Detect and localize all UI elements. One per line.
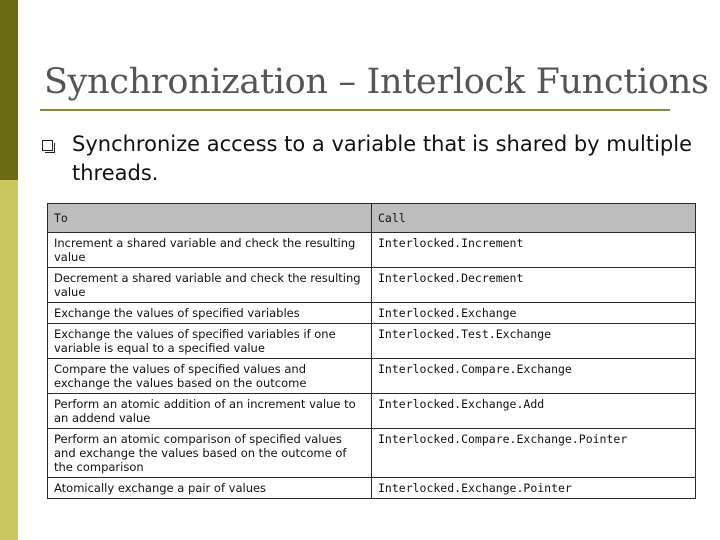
cell-call: Interlocked.Exchange: [372, 303, 696, 324]
header-to: To: [48, 204, 372, 233]
header-call: Call: [372, 204, 696, 233]
cell-call: Interlocked.Exchange.Add: [372, 394, 696, 429]
table-row: [48, 303, 696, 324]
table-row: [48, 429, 696, 478]
title-underline: [40, 109, 670, 111]
cell-to: Exchange the values of specified variables if one variable is equal to a specified value: [48, 324, 372, 359]
cell-to: Perform an atomic comparison of specified values and exchange the values based on the outcome of the comparison: [48, 429, 372, 478]
slide-title: Synchronization – Interlock Functions: [44, 62, 709, 102]
table-row: [48, 394, 696, 429]
table-row: [48, 324, 696, 359]
cell-call: Interlocked.Decrement: [372, 268, 696, 303]
cell-call: Interlocked.Test.Exchange: [372, 324, 696, 359]
cell-call: Interlocked.Compare.Exchange: [372, 359, 696, 394]
table-header-row: [48, 204, 696, 233]
interlock-table: [47, 203, 696, 499]
cell-to: Atomically exchange a pair of values: [48, 478, 372, 499]
cell-to: Exchange the values of specified variables: [48, 303, 372, 324]
cell-call: Interlocked.Exchange.Pointer: [372, 478, 696, 499]
left-accent-bar-dark: [0, 0, 18, 180]
table-row: [48, 233, 696, 268]
cell-to: Decrement a shared variable and check the resulting value: [48, 268, 372, 303]
table-row: [48, 268, 696, 303]
table-row: [48, 359, 696, 394]
cell-call: Interlocked.Compare.Exchange.Pointer: [372, 429, 696, 478]
cell-to: Increment a shared variable and check the resulting value: [48, 233, 372, 268]
left-accent-bar-light: [0, 180, 18, 540]
table-row: [48, 478, 696, 499]
bullet-square-icon: [42, 140, 53, 151]
cell-call: Interlocked.Increment: [372, 233, 696, 268]
cell-to: Perform an atomic addition of an increment value to an addend value: [48, 394, 372, 429]
bullet-text: Synchronize access to a variable that is shared by multiple threads.: [72, 132, 693, 185]
cell-to: Compare the values of specified values and exchange the values based on the outcome: [48, 359, 372, 394]
